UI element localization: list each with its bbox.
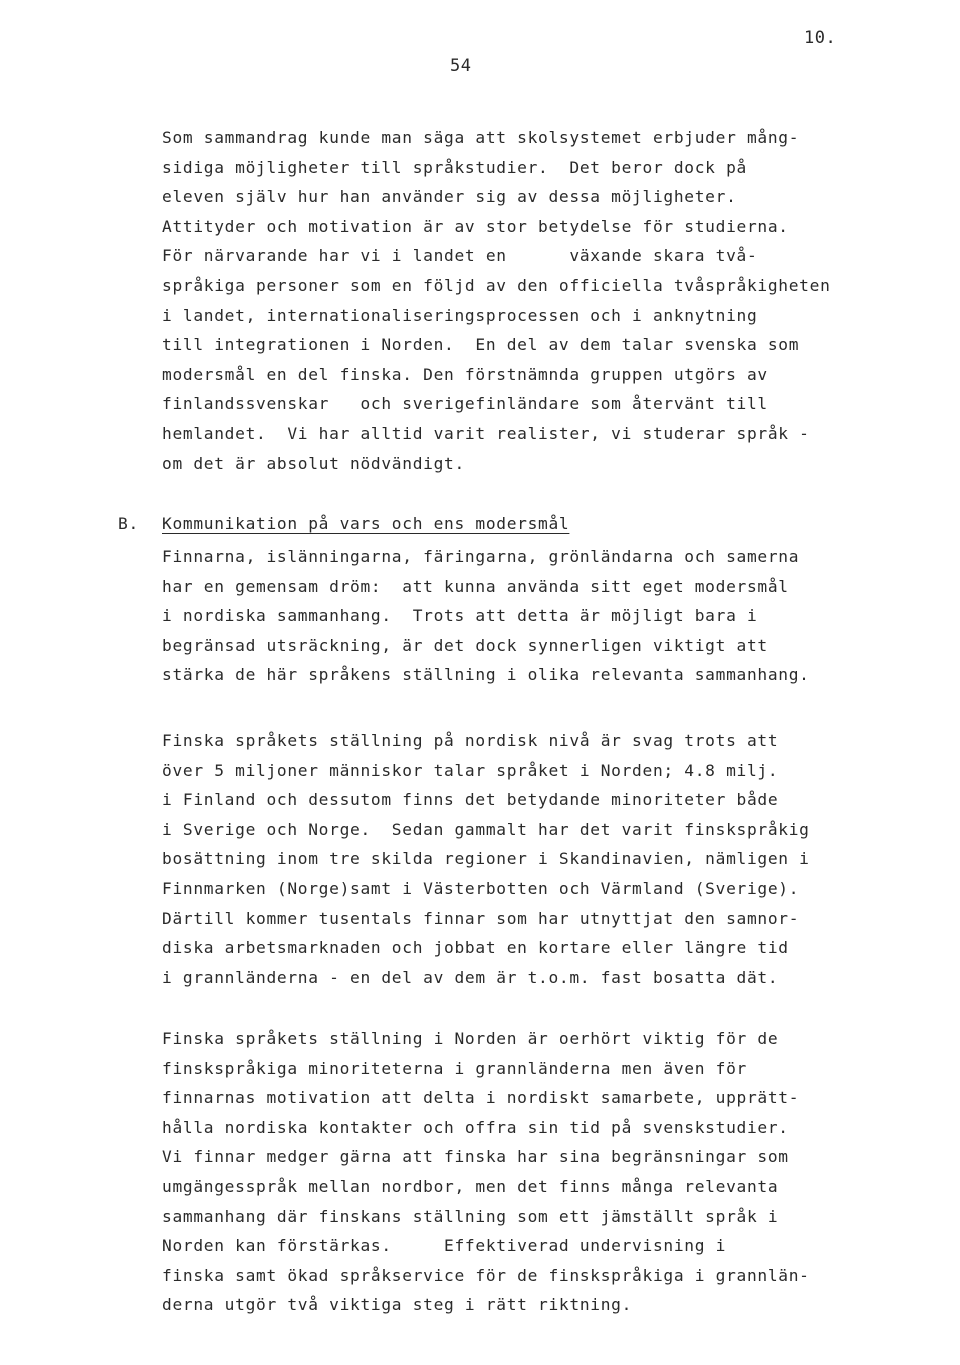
- text-line: i Finland och dessutom finns det betydande minoriteter både: [162, 790, 779, 810]
- text-line: Som sammandrag kunde man säga att skolsystemet erbjuder mång-: [162, 128, 800, 147]
- text-line: Finnmarken (Norge)samt i Västerbotten och Värmland (Sverige).: [162, 878, 800, 898]
- paragraph-2: [162, 542, 810, 690]
- section-letter: B.: [118, 514, 139, 533]
- paragraph-4: [162, 1024, 810, 1320]
- text-line: finlandssvenskar och sverigefinländare som återvänt till: [162, 394, 768, 414]
- text-line: Finska språkets ställning på nordisk nivå är svag trots att: [162, 731, 779, 750]
- paragraph-3: [162, 726, 810, 992]
- text-line: om det är absolut nödvändigt.: [162, 453, 465, 473]
- text-line: har en gemensam dröm: att kunna använda sitt eget modersmål: [162, 576, 789, 596]
- text-line: hålla nordiska kontakter och offra sin tid på svenskstudier.: [162, 1117, 789, 1137]
- text-line: Finnarna, islänningarna, färingarna, grönländarna och samerna: [162, 547, 800, 566]
- text-line: i grannländerna - en del av dem är t.o.m. fast bosatta dät.: [162, 967, 779, 987]
- text-line: derna utgör två viktiga steg i rätt riktning.: [162, 1295, 633, 1315]
- text-line: över 5 miljoner människor talar språket i Norden; 4.8 milj.: [162, 760, 779, 780]
- text-line: Därtill kommer tusentals finnar som har utnyttjat den samnor-: [162, 908, 800, 928]
- text-line: i nordiska sammanhang. Trots att detta är möjligt bara i: [162, 606, 758, 626]
- text-line: stärka de här språkens ställning i olika relevanta sammanhang.: [162, 665, 810, 685]
- text-line: finskspråkiga minoriteterna i grannländerna men även för: [162, 1058, 747, 1078]
- text-line: sidiga möjligheter till språkstudier. Det beror dock på: [162, 157, 747, 177]
- section-heading: Kommunikation på vars och ens modersmål: [162, 514, 570, 533]
- text-line: För närvarande har vi i landet en växande skara två-: [162, 246, 758, 266]
- text-line: i Sverige och Norge. Sedan gammalt har det varit finskspråkig: [162, 819, 810, 839]
- text-line: Vi finnar medger gärna att finska har sina begränsningar som: [162, 1147, 789, 1167]
- page-number-top: 10.: [804, 28, 837, 48]
- text-line: eleven själv hur han använder sig av dessa möjligheter.: [162, 187, 737, 207]
- text-line: diska arbetsmarknaden och jobbat en kortare eller längre tid: [162, 938, 789, 958]
- page-number-center: 54: [450, 56, 472, 76]
- text-line: i landet, internationaliseringsprocessen och i anknytning: [162, 305, 758, 325]
- text-line: begränsad utsräckning, är det dock synnerligen viktigt att: [162, 635, 768, 655]
- text-line: språkiga personer som en följd av den officiella tvåspråkigheten: [162, 275, 831, 295]
- text-line: umgängesspråk mellan nordbor, men det finns många relevanta: [162, 1176, 779, 1196]
- text-line: Finska språkets ställning i Norden är oerhört viktig för de: [162, 1029, 779, 1048]
- text-line: bosättning inom tre skilda regioner i Skandinavien, nämligen i: [162, 849, 810, 869]
- text-line: hemlandet. Vi har alltid varit realister, vi studerar språk -: [162, 423, 810, 443]
- text-line: modersmål en del finska. Den förstnämnda gruppen utgörs av: [162, 364, 768, 384]
- text-line: finnarnas motivation att delta i nordiskt samarbete, upprätt-: [162, 1088, 800, 1108]
- text-line: till integrationen i Norden. En del av dem talar svenska som: [162, 335, 800, 355]
- text-line: Norden kan förstärkas. Effektiverad undervisning i: [162, 1236, 727, 1256]
- text-line: Attityder och motivation är av stor betydelse för studierna.: [162, 216, 789, 236]
- text-line: sammanhang där finskans ställning som ett jämställt språk i: [162, 1206, 779, 1226]
- paragraph-1: [162, 123, 831, 478]
- text-line: finska samt ökad språkservice för de finskspråkiga i grannlän-: [162, 1265, 810, 1285]
